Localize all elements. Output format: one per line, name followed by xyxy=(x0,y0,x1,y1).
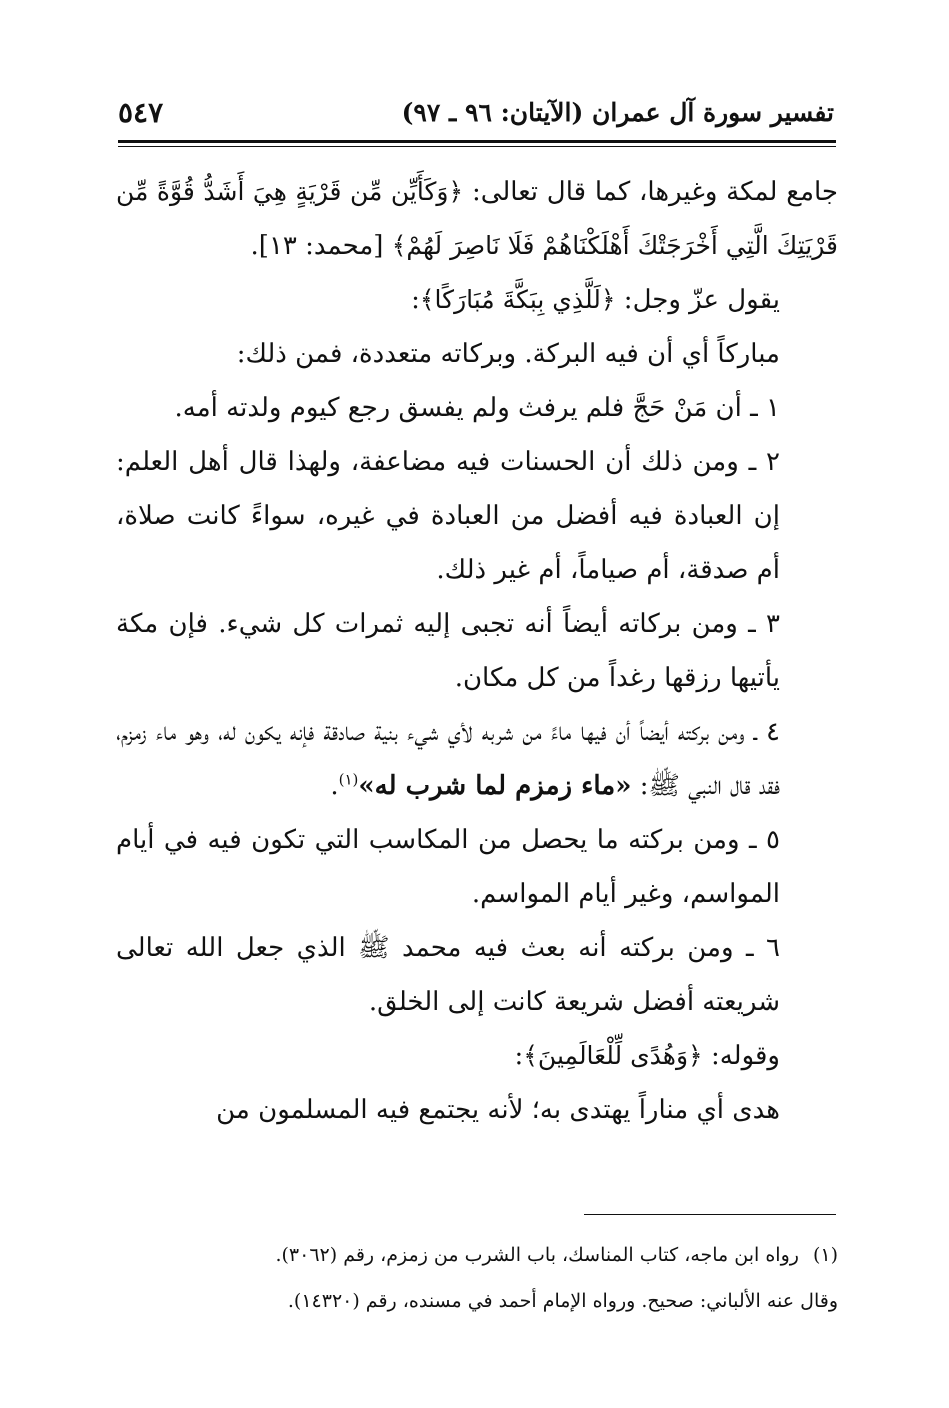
paragraph-11: هدى أي مناراً يهتدى به؛ لأنه يجتمع فيه المسلمون من xyxy=(216,1095,780,1125)
paragraph-3: مباركاً أي أن فيه البركة. وبركاته متعددة، فمن ذلك: xyxy=(236,339,780,369)
quran-verse-1: ﴿وَكَأَيِّن مِّن قَرْيَةٍ هِيَ أَشَدُّ قُوَّةً مِّن قَرْيَتِكَ الَّتِي أَخْرَجَتْكَ أَهْلَكْنَاهُمْ فَلَا نَاصِرَ لَهُمْ﴾ xyxy=(116,177,838,260)
list-item-3: ٣ ـ ومن بركاته أيضاً أنه تجبى إليه ثمرات كل شيء. فإن مكة يأتيها رزقها رغداً من كل مكان. xyxy=(116,609,780,693)
footnote-1-line-2: وقال عنه الألباني: صحيح. ورواه الإمام أحمد في مسنده، رقم (١٤٣٢٠). xyxy=(287,1290,838,1312)
paragraph-10-text: وقوله: xyxy=(702,1041,780,1071)
list-item-2: ٢ ـ ومن ذلك أن الحسنات فيه مضاعفة، ولهذا قال أهل العلم: إن العبادة فيه أفضل من العبادة في غيره، سواءً كانت صلاة، أم صدقة، أم صياماً، أم غير ذلك. xyxy=(116,447,780,585)
page-number: ٥٤٧ xyxy=(118,96,164,129)
verse-reference-1: [محمد: ١٣]. xyxy=(250,231,392,261)
list-item-1: ١ ـ أن مَنْ حَجَّ فلم يرفث ولم يفسق رجع كيوم ولدته أمه. xyxy=(174,393,780,423)
list-item-5: ٥ ـ ومن بركته ما يحصل من المكاسب التي تكون فيه في أيام المواسم، وغير أيام المواسم. xyxy=(116,825,780,909)
page-header xyxy=(118,96,834,140)
header-rule-thick xyxy=(118,140,836,143)
paragraph-2-text: يقول عزّ وجل: xyxy=(615,285,780,315)
footnotes xyxy=(116,1232,838,1324)
paragraph-2 xyxy=(116,273,838,327)
footnote-1-number: (١) xyxy=(812,1244,838,1266)
paragraph-10 xyxy=(116,1029,838,1083)
footnote-1-text: رواه ابن ماجه، كتاب المناسك، باب الشرب من زمزم، رقم (٣٠٦٢). xyxy=(275,1244,799,1266)
list-item-6: ٦ ـ ومن بركته أنه بعث فيه محمد ﷺ الذي جعل الله تعالى شريعته أفضل شريعة كانت إلى الخلق. xyxy=(116,933,780,1017)
paragraph-10-end: : xyxy=(514,1041,524,1071)
header-rule-thin xyxy=(118,146,836,147)
list-item-4 xyxy=(116,705,838,813)
list-item-4-text: ٤ ـ ومن بركته أيضاً أن فيها ماءً من شربه لأي شيء بنية صادقة فإنه يكون له، وهو ماء زمزم، فقد قال النبي ﷺ: xyxy=(116,717,781,801)
quran-verse-2: ﴿لَلَّذِي بِبَكَّةَ مُبَارَكًا﴾ xyxy=(419,285,616,314)
main-text xyxy=(116,165,838,1137)
footnote-separator xyxy=(584,1214,836,1215)
paragraph-1 xyxy=(116,165,838,273)
footnote-marker: (١) xyxy=(338,770,359,789)
list-item-4-end: . xyxy=(330,771,339,801)
hadith-quote: «ماء زمزم لما شرب له» xyxy=(358,771,632,801)
running-title: تفسير سورة آل عمران (الآيتان: ٩٦ ـ ٩٧) xyxy=(401,98,834,127)
footnote-1-line-1 xyxy=(116,1232,838,1278)
paragraph-2-end: : xyxy=(411,285,420,315)
quran-verse-3: ﴿وَهُدًى لِّلْعَالَمِينَ﴾ xyxy=(523,1041,703,1070)
paragraph-1-text: جامع لمكة وغيرها، كما قال تعالى: xyxy=(463,177,838,207)
